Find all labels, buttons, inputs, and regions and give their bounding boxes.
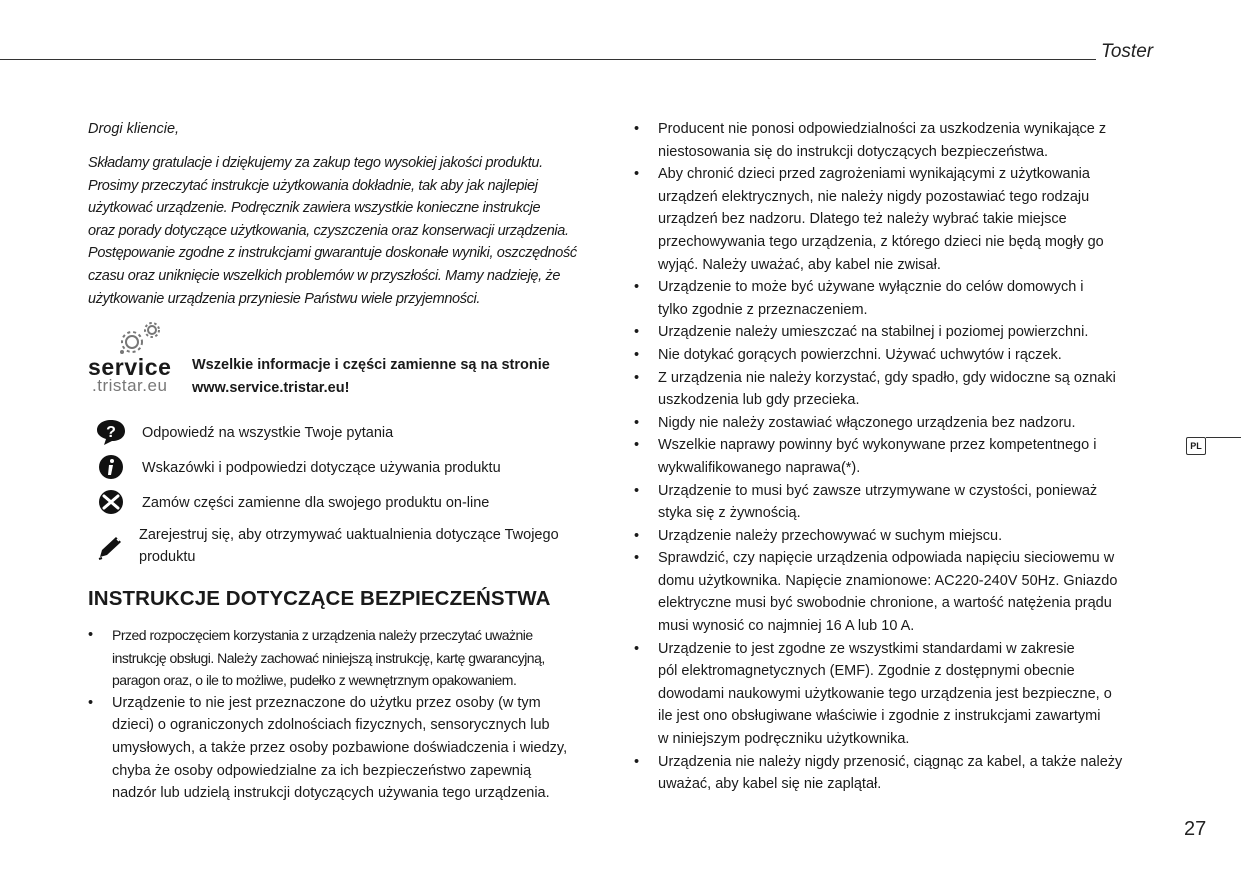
bullet-line: wyjąć. Należy uważać, aby kabel nie zwisał.	[658, 256, 941, 273]
bullet-line: elektryczne musi być swobodnie chronione, a wartość natężenia prądu	[658, 595, 1112, 612]
bullet-line: domu użytkownika. Napięcie znamionowe: AC220-240V 50Hz. Gniazdo	[658, 572, 1118, 589]
feature-text-line: produktu	[139, 549, 196, 565]
bullet-line: paragon oraz, o ile to możliwe, pudełko z wewnętrznym opakowaniem.	[112, 672, 517, 689]
intro-line: użytkowanie urządzenia przyniesie Państwu wiele przyjemności.	[88, 290, 481, 307]
feature-item	[96, 523, 616, 575]
header-rule	[0, 59, 1096, 60]
bullet-line: dzieci) o ograniczonych zdolnościach fizycznych, sensorycznych lub	[112, 717, 550, 734]
feature-text	[139, 524, 609, 568]
bullet-line: urządzeń elektrycznych, nie należy nigdy pozostawiać tego rodzaju	[658, 188, 1090, 205]
bullet-line: • Urządzenie to nie jest przeznaczone do użytku przez osoby (w tym	[112, 694, 541, 711]
bullet-line: • Nie dotykać gorących powierzchni. Używać uchwytów i rączek.	[658, 346, 1062, 363]
section-heading: INSTRUKCJE DOTYCZĄCE BEZPIECZEŃSTWA	[88, 587, 551, 610]
info-icon	[96, 453, 126, 481]
intro-paragraph	[88, 152, 608, 310]
safety-bullet	[634, 321, 1164, 344]
bullet-line: • Producent nie ponosi odpowiedzialności za uszkodzenia wynikające z	[658, 121, 1107, 137]
tools-icon	[96, 488, 126, 516]
feature-text: Odpowiedź na wszystkie Twoje pytania	[142, 425, 394, 441]
intro-line: oraz porady dotyczące użytkowania, czyszczenia oraz konserwacji urządzenia.	[88, 222, 569, 239]
bullet-line: pól elektromagnetycznych (EMF). Zgodnie z dostępnymi obecnie	[658, 663, 1075, 680]
bullet-line: dowodami naukowymi użytkowanie tego urządzenia jest bezpieczne, o	[658, 685, 1112, 702]
bullet-line: ile jest ono obsługiwane właściwie i zgodnie z instrukcjami zawartymi	[658, 708, 1101, 725]
bullet-line: musi wynosić co najmniej 16 A lub 10 A.	[658, 618, 915, 635]
service-logo	[88, 320, 188, 396]
feature-item	[96, 453, 616, 488]
pen-icon	[96, 533, 126, 561]
bullet-line: instrukcję obsługi. Należy zachować niniejszą instrukcję, kartę gwarancyjną,	[112, 649, 545, 666]
service-features-list	[96, 418, 616, 575]
intro-line: Składamy gratulacje i dziękujemy za zakup tego wysokiej jakości produktu.	[88, 155, 543, 171]
bullet-line: niestosowania się do instrukcji dotyczących bezpieczeństwa.	[658, 143, 1049, 160]
bullet-line: • Aby chronić dzieci przed zagrożeniami wynikającymi z użytkowania	[658, 166, 1090, 183]
bullet-line: • Urządzenie to może być używane wyłącznie do celów domowych i	[658, 279, 1084, 296]
bullet-line: • Przed rozpoczęciem korzystania z urządzenia należy przeczytać uważnie	[112, 627, 533, 643]
bullet-line: nadzór lub udzielą instrukcji dotyczących używania tego urządzenia.	[112, 785, 550, 802]
greeting: Drogi kliencie,	[88, 121, 180, 137]
intro-line: użytkować urządzenie. Podręcznik zawiera wszystkie konieczne instrukcje	[88, 200, 541, 217]
language-tab-rule	[1206, 437, 1241, 438]
service-block	[88, 320, 608, 400]
bullet-line: uszkodzenia lub gdy przecieka.	[658, 392, 860, 409]
safety-bullet	[634, 367, 1164, 412]
service-url: www.service.tristar.eu!	[192, 380, 350, 396]
svg-text:?: ?	[106, 424, 116, 441]
bullet-line: • Sprawdzić, czy napięcie urządzenia odpowiada napięciu sieciowemu w	[658, 550, 1115, 567]
feature-item	[96, 488, 616, 523]
safety-bullet	[634, 344, 1164, 367]
safety-bullet	[88, 692, 618, 805]
bullet-line: przechowywania tego urządzenia, z którego dzieci nie będą mogły go	[658, 233, 1104, 250]
bullet-line: wykwalifikowanego naprawa(*).	[658, 459, 861, 476]
bullet-line: uważać, aby kabel się nie zaplątał.	[658, 776, 882, 793]
bullet-line: urządzeń bez nadzoru. Dlatego też należy wybrać takie miejsce	[658, 211, 1067, 228]
bullet-line: • Urządzenie należy umieszczać na stabilnej i poziomej powierzchni.	[658, 324, 1089, 341]
bullet-line: • Wszelkie naprawy powinny być wykonywane przez kompetentnego i	[658, 437, 1097, 454]
bullet-line: • Urządzenie to jest zgodne ze wszystkimi standardami w zakresie	[658, 640, 1075, 657]
bullet-line: • Urządzenie to musi być zawsze utrzymywane w czystości, ponieważ	[658, 482, 1098, 499]
bullet-line: tylko zgodnie z przeznaczeniem.	[658, 301, 868, 318]
bullet-line: • Urządzenie należy przechowywać w suchym miejscu.	[658, 527, 1003, 544]
service-text-line: Wszelkie informacje i części zamienne są na stronie	[192, 357, 550, 373]
safety-list-left	[88, 624, 618, 805]
safety-bullet	[634, 480, 1164, 525]
bullet-line: chyba że osoby odpowiedzialne za ich bezpieczeństwo zapewnią	[112, 762, 532, 779]
page-number: 27	[1184, 818, 1207, 840]
bullet-line: • Urządzenia nie należy nigdy przenosić, ciągnąc za kabel, a także należy	[658, 753, 1123, 770]
safety-bullet	[634, 434, 1164, 479]
question-icon	[96, 418, 126, 446]
safety-bullet	[634, 163, 1164, 276]
feature-text: Wskazówki i podpowiedzi dotyczące używania produktu	[142, 460, 501, 476]
intro-line: Prosimy przeczytać instrukcje użytkowania dokładnie, tak aby jak najlepiej	[88, 177, 538, 194]
safety-bullet	[634, 751, 1164, 796]
intro-section	[88, 118, 608, 310]
bullet-line: w niniejszym podręczniku użytkownika.	[658, 731, 910, 748]
service-logo-domain: .tristar.eu	[92, 376, 168, 395]
safety-bullet	[88, 624, 618, 692]
safety-bullet	[634, 412, 1164, 435]
service-info-text	[192, 354, 550, 400]
intro-line: Postępowanie zgodne z instrukcjami gwarantuje doskonałe wyniki, oszczędność	[88, 245, 577, 262]
service-logo-word: service	[88, 354, 172, 380]
intro-line: czasu oraz uniknięcie wszelkich problemów w przyszłości. Mamy nadzieję, że	[88, 267, 561, 284]
page-header-title: Toster	[1101, 41, 1154, 62]
language-badge: PL	[1186, 437, 1206, 455]
bullet-line: styka się z żywnością.	[658, 505, 801, 522]
bullet-line: • Nigdy nie należy zostawiać włączonego urządzenia bez nadzoru.	[658, 414, 1076, 431]
safety-list-right	[634, 118, 1164, 796]
safety-bullet	[634, 525, 1164, 548]
safety-bullet	[634, 118, 1164, 163]
bullet-line: • Z urządzenia nie należy korzystać, gdy spadło, gdy widoczne są oznaki	[658, 369, 1116, 386]
safety-bullet	[634, 276, 1164, 321]
feature-text-line: Zarejestruj się, aby otrzymywać uaktualnienia dotyczące Twojego	[139, 527, 559, 543]
safety-bullet	[634, 638, 1164, 751]
feature-item	[96, 418, 616, 453]
safety-bullet	[634, 547, 1164, 637]
feature-text: Zamów części zamienne dla swojego produktu on-line	[142, 495, 490, 511]
gears-icon	[118, 320, 174, 358]
bullet-line: umysłowych, a także przez osoby pozbawione doświadczenia i wiedzy,	[112, 739, 568, 756]
